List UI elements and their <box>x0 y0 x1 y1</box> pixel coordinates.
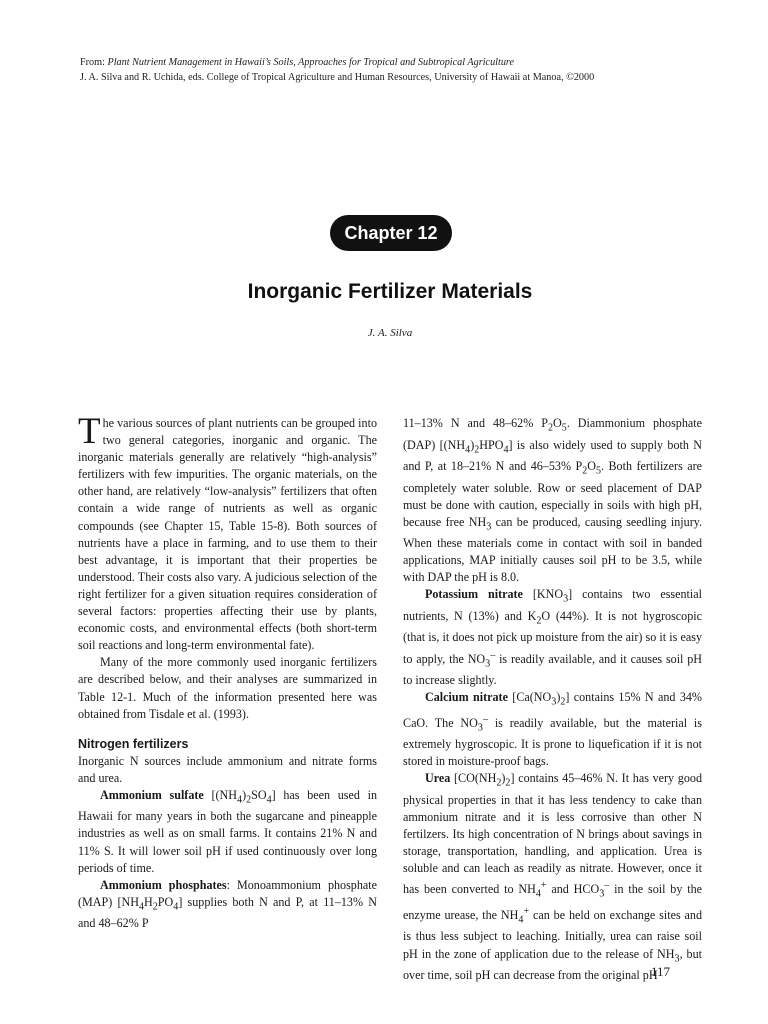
chapter-badge: Chapter 12 <box>330 215 452 251</box>
ammonium-phosphates-paragraph-cont: 11–13% N and 48–62% $P_2O_5$. Diammonium phosphate (DAP) $[(NH_4)_2HPO_4]$ is also widely used to supply both N and P, at 18–21% N and 46–53% $P_2O_5$. Both fertilizers are completely water soluble. Row or seed placement of DAP must be done with caution, especially in soils with high pH, because free $NH_3$ can be produced, causing seedling injury. When these materials come in contact with soil in banded applications, MAP initially causes soil pH to be 3.5, while with DAP the pH is 8.0. <box>403 416 703 585</box>
urea-paragraph: Urea $[CO(NH_2)_2]$ contains 45–46% N. It has very good physical properties in that it has less tendency to cake than ammonium nitrate and it is less corrosive than other N fertilzers. Its high concentration of N brings about savings in storage, transportation, handling, and application. Urea is soluble and can leach as readily as nitrate. However, once it has been converted to $NH_4^+$ and $HCO_3^-$ in the soil by the enzyme urease, the $NH_4^+$ can be held on exchange sites and is thus less subject to leaching. Initially, urea can raise soil pH in the zone of application due to the release of $NH_3$, but over time, soil pH can decrease from the original pH <box>403 771 702 983</box>
drop-cap: T <box>78 411 101 452</box>
intro-paragraph-2: Many of the more commonly used inorganic fertilizers are described below, and their analyses are summarized in Table 12-1. Much of the information presented here was obtained from Tisdale et al. (1993). <box>78 655 377 721</box>
term-urea: Urea <box>425 771 451 786</box>
source-citation <box>80 55 700 85</box>
section-heading-nitrogen: Nitrogen fertilizers <box>78 736 189 751</box>
chapter-title: Inorganic Fertilizer Materials <box>247 280 533 303</box>
source-line-1 <box>80 55 700 70</box>
intro-paragraph-1: The various sources of plant nutrients can be grouped into two general categories, inorganic and organic. The inorganic materials generally are relatively “high-analysis” fertilizers with few impurities. The organic materials, on the other hand, are relatively “low-analysis” fertilizers that often contain a wide range of nutrients as well as organic compounds (see Chapter 15, Table 15-8). Both sources of nutrients have a place in farming, and to use them to their best advantage, it is important that their properties be understood. Their costs also vary. A judicious selection of the right fertilizer for a given situation requires consideration of several factors: properties affecting their use by plants, economic costs, and environmental effects (both short-term soil reactions and long-term environmental fate). <box>78 411 377 653</box>
term-calcium-nitrate: Calcium nitrate <box>425 690 508 705</box>
nitrogen-intro: Inorganic N sources include ammonium and nitrate forms and urea. <box>78 753 377 785</box>
source-credit: J. A. Silva and R. Uchida, eds. College of Tropical Agriculture and Human Resources, University of Hawaii at Manoa, ©2000 <box>80 72 595 83</box>
right-column <box>403 415 702 984</box>
left-column <box>78 411 378 932</box>
ammonium-sulfate-paragraph: Ammonium sulfate $[(NH_4)_2SO_4]$ has been used in Hawaii for many years in both the sugarcane and pineapple industries as well as on small farms. It contains 21% N and 11% S. It will lower soil pH if used continuously over long periods of time. <box>78 787 378 875</box>
term-potassium-nitrate: Potassium nitrate <box>425 587 523 602</box>
calcium-nitrate-paragraph: Calcium nitrate $[Ca(NO_3)_2]$ contains 15% N and 34% CaO. The $NO_3^-$ is readily available, but the material is extremely hygroscopic. It is prone to liquefication if it is not stored in moisture-proof bags. <box>403 690 703 769</box>
ammonium-phosphates-paragraph-start: Ammonium phosphates: Monoammonium phosphate (MAP) $[NH_4H_2PO_4]$ supplies both N and P, at 11–13% N and 48–62% P <box>78 877 377 931</box>
term-ammonium-phosphates: Ammonium phosphates <box>100 877 227 892</box>
page-number: 117 <box>651 964 671 979</box>
term-ammonium-sulfate: Ammonium sulfate <box>100 787 204 802</box>
author: J. A. Silva <box>367 327 413 339</box>
potassium-nitrate-paragraph: Potassium nitrate $[KNO_3]$ contains two essential nutrients, N (13%) and $K_2O$ (44%). It is not hygroscopic (that is, it does not pick up moisture from the air) so it is easy to apply, the $NO_3^-$ is readily available, and it causes soil pH to increase slightly. <box>403 587 703 688</box>
book-title: Plant Nutrient Management in Hawaii’s Soils, Approaches for Tropical and Subtropical Agriculture <box>107 57 515 68</box>
from-prefix: From: <box>80 57 108 68</box>
